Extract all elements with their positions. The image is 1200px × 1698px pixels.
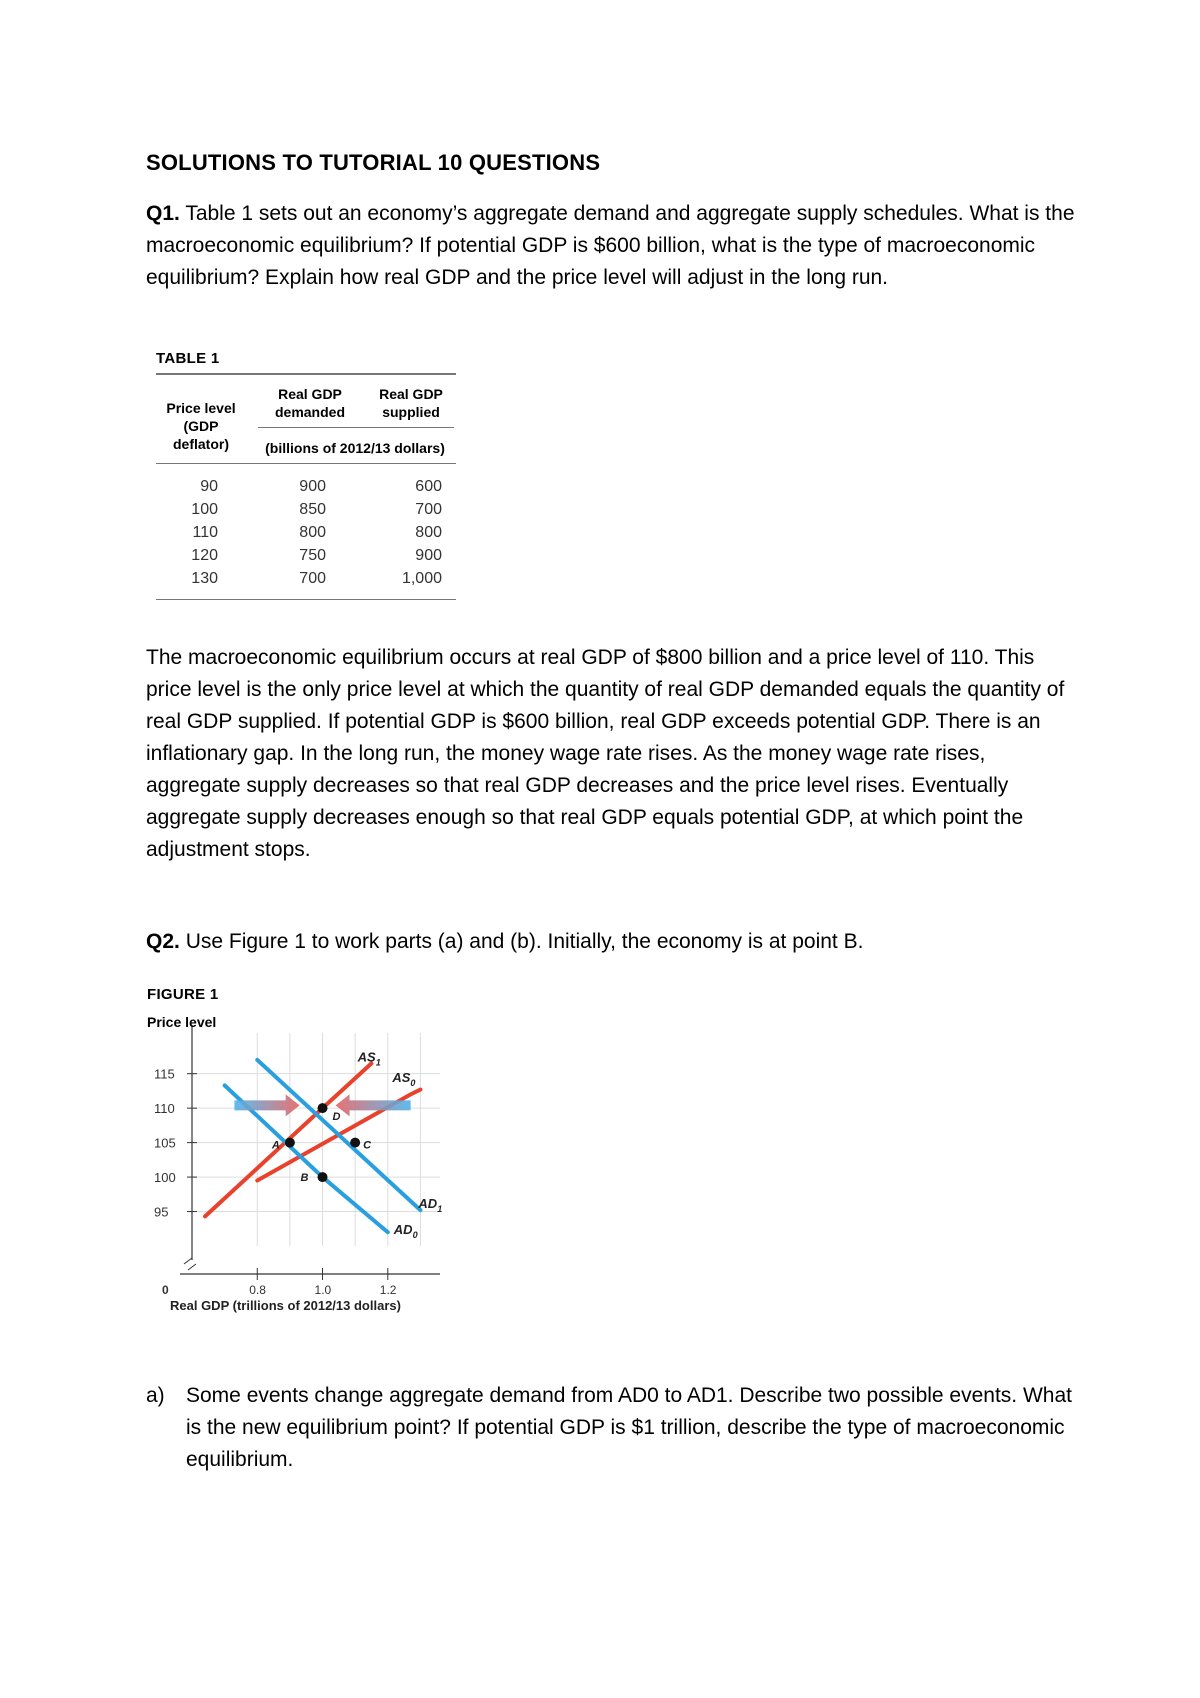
header-sub-rule [258, 427, 454, 428]
table-body [156, 464, 456, 599]
table-header [156, 375, 456, 463]
cell-gdp-supplied: 900 [415, 547, 442, 564]
y-tick-label: 100 [154, 1170, 176, 1186]
table-row [156, 501, 456, 524]
header-gdp-demanded: Real GDP demanded [274, 386, 345, 420]
series-label-sub: 1 [437, 1204, 443, 1215]
shift-arrow-left [336, 1094, 411, 1116]
y-tick-label: 95 [154, 1204, 169, 1220]
question-1-label: Q1. [146, 202, 180, 225]
x-origin-label: 0 [162, 1283, 169, 1297]
header-gdp-supplied: Real GDP supplied [379, 386, 443, 420]
header-price-level: Price level (GDP deflator) [166, 400, 236, 452]
question-1-text: Table 1 sets out an economy’s aggregate demand and aggregate supply schedules. What is the macroeconomic equilibrium? If potential GDP is $600 billion, what is the type of macroeconomic equilibrium? Explain how real GDP and the price level will adjust in the long run. [146, 202, 1075, 289]
question-1 [146, 198, 1076, 294]
equilibrium-point-c [350, 1138, 360, 1148]
table-bottom-rule [156, 599, 456, 600]
cell-gdp-demanded: 700 [299, 570, 326, 587]
cell-gdp-supplied: 1,000 [401, 570, 442, 587]
table-row [156, 478, 456, 501]
cell-gdp-demanded: 800 [299, 524, 326, 541]
y-tick-label: 110 [154, 1101, 175, 1117]
document-title: SOLUTIONS TO TUTORIAL 10 QUESTIONS [146, 150, 601, 175]
table-row [156, 547, 456, 570]
figure-caption: FIGURE 1 [147, 986, 219, 1003]
cell-price-level: 130 [191, 570, 218, 587]
table-row [156, 524, 456, 547]
x-tick-label: 1.2 [379, 1283, 397, 1297]
series-label-main: AD [393, 1222, 413, 1238]
table-1 [156, 350, 456, 600]
question-2-part-a [146, 1380, 1076, 1476]
series-label-ad0 [393, 1222, 418, 1240]
cell-gdp-supplied: 700 [415, 501, 442, 518]
point-label-a: A [271, 1139, 280, 1152]
series-label-sub: 0 [412, 1230, 418, 1241]
series-label-sub: 0 [410, 1077, 416, 1088]
axis-break-icon [184, 1258, 196, 1270]
header-units: (billions of 2012/13 dollars) [265, 440, 445, 456]
point-label-c: C [363, 1139, 372, 1152]
series-label-main: AS [392, 1069, 411, 1085]
point-label-b: B [300, 1172, 309, 1185]
x-axis-title: Real GDP (trillions of 2012/13 dollars) [170, 1298, 401, 1313]
figure-y-axis-title: Price level [147, 1014, 217, 1030]
answer-1: The macroeconomic equilibrium occurs at real GDP of $800 billion and a price level of 110. This price level is the only price level at which the quantity of real GDP demanded equals the quantity of real GDP supplied. If potential GDP is $600 billion, real GDP exceeds potential GDP. There is an inflationary gap. In the long run, the money wage rate rises. As the money wage rate rises, aggregate supply decreases so that real GDP decreases and the price level rises. Eventually aggregate supply decreases enough so that real GDP equals potential GDP, at which point the adjustment stops. [146, 646, 1065, 861]
figure-1 [140, 978, 470, 1358]
equilibrium-point-a [285, 1138, 295, 1148]
question-2-text: Use Figure 1 to work parts (a) and (b). Initially, the economy is at point B. [179, 930, 864, 953]
equilibrium-point-d [318, 1103, 328, 1113]
cell-price-level: 90 [200, 478, 218, 495]
cell-gdp-supplied: 800 [415, 524, 442, 541]
part-a-text: Some events change aggregate demand from AD0 to AD1. Describe two possible events. What is the new equilibrium point? If potential GDP is $1 trillion, describe the type of macroeconomic equilibrium. [186, 1384, 1072, 1471]
figure-1-chart [140, 978, 470, 1358]
equilibrium-point-b [318, 1172, 328, 1182]
cell-gdp-demanded: 750 [299, 547, 326, 564]
series-label-main: AS [357, 1049, 376, 1065]
cell-price-level: 110 [192, 524, 218, 541]
cell-gdp-supplied: 600 [415, 478, 442, 495]
cell-price-level: 100 [191, 501, 218, 518]
question-2 [146, 926, 1076, 958]
table-caption: TABLE 1 [156, 350, 220, 367]
y-tick-label: 105 [154, 1135, 176, 1151]
cell-gdp-demanded: 900 [299, 478, 326, 495]
x-tick-label: 1.0 [314, 1283, 332, 1297]
series-label-sub: 1 [375, 1057, 381, 1068]
x-tick-label: 0.8 [249, 1283, 266, 1297]
series-label-as0 [391, 1070, 415, 1088]
question-2-label: Q2. [146, 930, 180, 953]
series-label-main: AD [418, 1196, 438, 1212]
cell-gdp-demanded: 850 [299, 501, 326, 518]
point-label-d: D [332, 1111, 341, 1124]
table-row [156, 570, 456, 593]
cell-price-level: 120 [191, 547, 218, 564]
y-tick-label: 115 [154, 1066, 175, 1082]
part-a-marker: a) [146, 1384, 165, 1407]
